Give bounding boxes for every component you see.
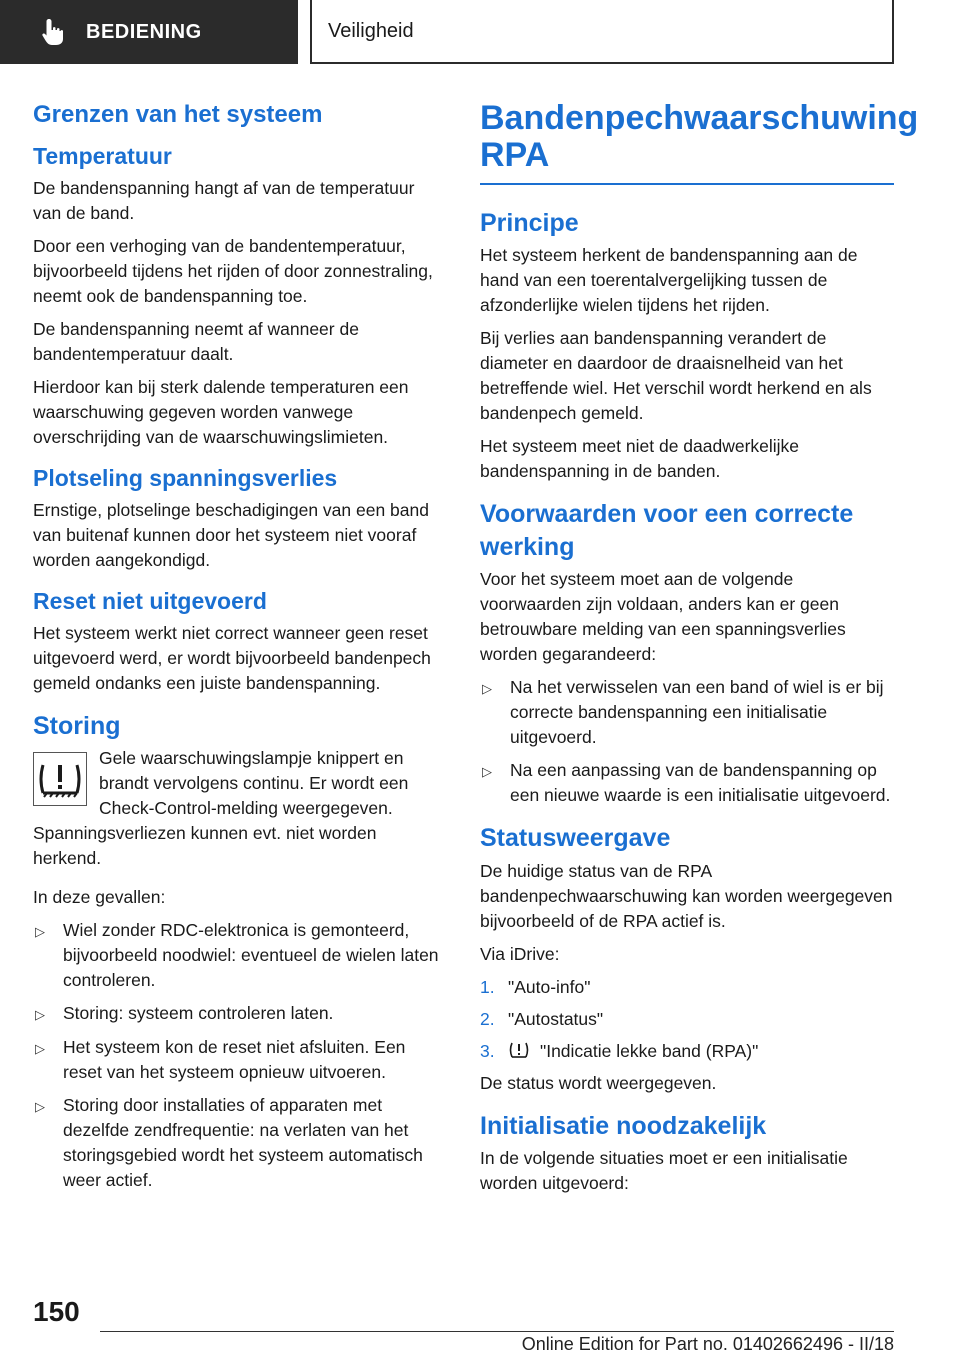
chapter-tab — [310, 0, 894, 64]
paragraph: Het systeem herkent de bandenspanning aan de hand van een toerentalvergelijking tussen de afzonderlijke wielen tijdens het rijden. — [480, 245, 858, 316]
page-title: Bandenpechwaarschuwing RPA — [480, 100, 894, 185]
triangle-bullet-icon: ▷ — [482, 764, 492, 780]
tire-pressure-warning-icon — [33, 752, 87, 806]
paragraph: Door een verhoging van de bandentemperatuur, bijvoorbeeld tijdens het rijden of door zonnestraling, neemt ook de bandenspanning toe. — [33, 235, 433, 306]
list-item: ▷ Wiel zonder RDC-elektronica is gemonteerd, bijvoorbeeld noodwiel: eventueel de wielen laten controleren. — [33, 918, 447, 993]
list-item: ▷ Na een aanpassing van de bandenspanning op een nieuwe waarde is een initialisatie uitgevoerd. — [480, 758, 894, 808]
paragraph: In deze gevallen: — [33, 887, 166, 908]
paragraph: De bandenspanning hangt af van de temperatuur van de band. — [33, 177, 415, 223]
paragraph: De bandenspanning neemt af wanneer de bandentemperatuur daalt. — [33, 318, 359, 364]
hand-pointer-icon — [40, 17, 66, 47]
paragraph: Bij verlies aan bandenspanning verandert de diameter en daardoor de draaisnelheid van het betreffende wiel. Het verschil wordt herkend en als bandenpech gemeld. — [480, 328, 872, 424]
paragraph: Via iDrive: — [480, 943, 560, 964]
paragraph: Voor het systeem moet aan de volgende voorwaarden zijn voldaan, anders kan er geen betrouwbare melding van een spanningsverlies worden gegarandeerd: — [480, 569, 846, 665]
paragraph: In de volgende situaties moet er een initialisatie worden uitgevoerd: — [480, 1148, 848, 1194]
list-item: 1. "Auto-info" — [480, 976, 591, 997]
heading-system-limits: Grenzen van het systeem — [33, 101, 323, 128]
fault-cases-list — [33, 918, 447, 1193]
list-item: 3. "Indicatie lekke band (RPA)" — [480, 1040, 759, 1061]
paragraph: De status wordt weergegeven. — [480, 1072, 717, 1093]
chapter-tab-label: Veiligheid — [328, 19, 414, 42]
heading-initialization-required: Initialisatie noodzakelijk — [480, 1111, 767, 1140]
rpa-tire-icon — [508, 1040, 530, 1060]
idrive-steps-list — [480, 975, 894, 1064]
triangle-bullet-icon: ▷ — [35, 1007, 45, 1023]
triangle-bullet-icon: ▷ — [35, 1099, 45, 1115]
paragraph: Hierdoor kan bij sterk dalende temperaturen een waarschuwing gegeven worden vanwege overschrijding van de waarschuwingslimieten. — [33, 376, 409, 447]
triangle-bullet-icon: ▷ — [482, 681, 492, 697]
list-item: ▷ Na het verwisselen van een band of wiel is er bij correcte bandenspanning een initialisatie uitgevoerd. — [480, 675, 894, 750]
list-item: 2. "Autostatus" — [480, 1008, 604, 1029]
footer-divider — [100, 1331, 894, 1332]
list-item: ▷ Storing: systeem controleren laten. — [33, 1001, 447, 1027]
page-number: 150 — [33, 1296, 80, 1327]
list-item: ▷ Storing door installaties of apparaten met dezelfde zendfrequentie: na verlaten van het storingsgebied wordt het systeem automatisch weer actief. — [33, 1093, 447, 1193]
conditions-list — [480, 675, 894, 808]
section-tab — [0, 0, 298, 64]
paragraph: Gele waarschuwingslampje knippert en brandt vervolgens continu. Er wordt een Check-Control-melding weergegeven. — [99, 748, 409, 819]
fault-warning-row — [33, 746, 447, 821]
paragraph: Ernstige, plotselinge beschadigingen van een band van buitenaf kunnen door het systeem niet vooraf worden aangekondigd. — [33, 499, 429, 570]
heading-sudden-pressure-loss: Plotseling spanningsverlies — [33, 464, 338, 491]
edition-note: Online Edition for Part no. 01402662496 - II/18 — [521, 1334, 894, 1354]
heading-reset-not-done: Reset niet uitgevoerd — [33, 587, 267, 614]
page-header — [0, 0, 960, 66]
heading-conditions: Voorwaarden voor een correcte werking — [480, 500, 854, 561]
paragraph: Het systeem meet niet de daadwerkelijke bandenspanning in de banden. — [480, 436, 800, 482]
heading-fault: Storing — [33, 711, 121, 740]
paragraph: De huidige status van de RPA bandenpechwaarschuwing kan worden weergegeven bijvoorbeeld of de RPA actief is. — [480, 860, 893, 931]
triangle-bullet-icon: ▷ — [35, 924, 45, 940]
paragraph: Spanningsverliezen kunnen evt. niet worden herkend. — [33, 823, 377, 869]
right-column — [480, 99, 919, 1204]
left-column — [33, 100, 447, 1201]
section-tab-label: BEDIENING — [86, 20, 202, 43]
paragraph: Het systeem werkt niet correct wanneer geen reset uitgevoerd werd, er wordt bijvoorbeeld bandenpech gemeld ondanks een juiste bandenspanning. — [33, 622, 431, 693]
triangle-bullet-icon: ▷ — [35, 1041, 45, 1057]
heading-temperature: Temperatuur — [33, 143, 172, 169]
heading-principle: Principe — [480, 208, 579, 237]
list-item: ▷ Het systeem kon de reset niet afsluiten. Een reset van het systeem opnieuw uitvoeren. — [33, 1035, 447, 1085]
heading-status-display: Statusweergave — [480, 824, 671, 853]
